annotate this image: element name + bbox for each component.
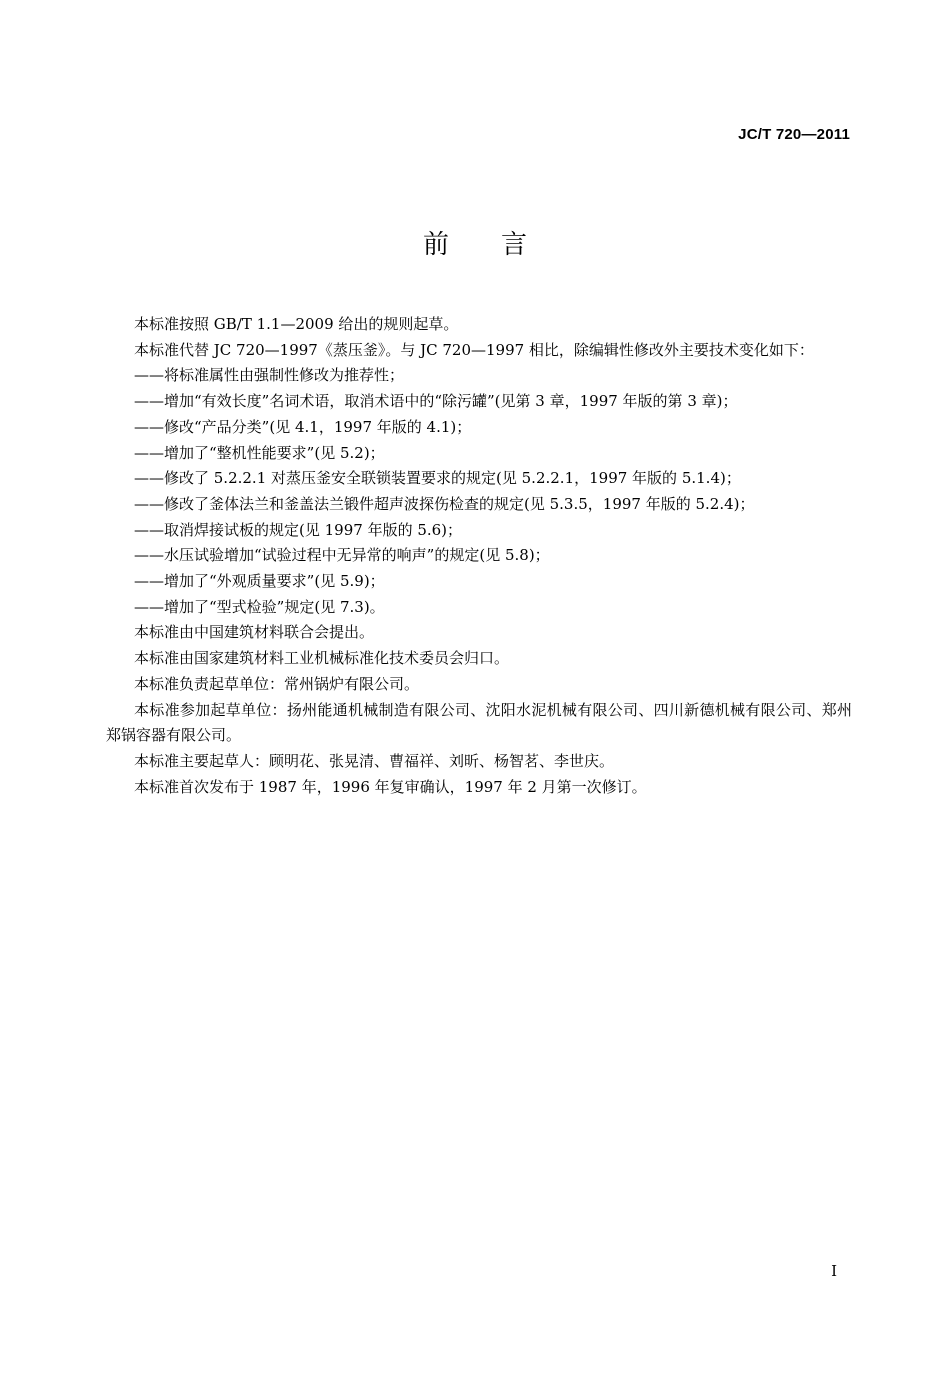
paragraph-participating-drafters: 本标准参加起草单位：扬州能通机械制造有限公司、沈阳水泥机械有限公司、四川新德机械有限公司、郑州郑锅容器有限公司。 (106, 700, 852, 745)
list-item-change: ——增加了“整机性能要求”(见 5.2)； (134, 443, 385, 462)
list-item-change: ——增加了“外观质量要求”(见 5.9)； (134, 572, 385, 591)
paragraph-proposer: 本标准由中国建筑材料联合会提出。 (134, 623, 375, 642)
page-number: I (831, 1262, 837, 1280)
list-item-change: ——取消焊接试板的规定(见 1997 年版的 5.6)； (134, 520, 463, 539)
list-item-change: ——水压试验增加“试验过程中无异常的响声”的规定(见 5.8)； (134, 546, 550, 565)
paragraph-committee: 本标准由国家建筑材料工业机械标准化技术委员会归口。 (134, 649, 510, 668)
standard-code: JC/T 720—2011 (738, 126, 850, 143)
list-item-change: ——将标准属性由强制性修改为推荐性； (134, 366, 405, 385)
list-item-change: ——修改“产品分类”(见 4.1，1997 年版的 4.1)； (134, 417, 472, 436)
list-item-change: ——修改了釜体法兰和釜盖法兰锻件超声波探伤检查的规定(见 5.3.5，1997 年版的 5.2.4)； (134, 494, 755, 513)
list-item-change: ——增加“有效长度”名词术语，取消术语中的“除污罐”(见第 3 章，1997 年版的第 3 章)； (134, 392, 738, 411)
paragraph-main-drafters: 本标准主要起草人：顾明花、张晃清、曹福祥、刘昕、杨智茗、李世庆。 (134, 751, 615, 770)
document-body (106, 312, 852, 800)
paragraph-drafting-rules: 本标准按照 GB/T 1.1—2009 给出的规则起草。 (134, 315, 459, 333)
paragraph-lead-drafter: 本标准负责起草单位：常州锅炉有限公司。 (134, 674, 420, 693)
page-title: 前言 (422, 230, 579, 260)
paragraph-replacement: 本标准代替 JC 720—1997《蒸压釜》。与 JC 720—1997 相比，除编辑性修改外主要技术变化如下： (134, 340, 814, 359)
list-item-change: ——修改了 5.2.2.1 对蒸压釜安全联锁装置要求的规定(见 5.2.2.1，1997 年版的 5.1.4)； (134, 469, 741, 488)
list-item-change: ——增加了“型式检验”规定(见 7.3)。 (134, 597, 385, 616)
paragraph-history: 本标准首次发布于 1987 年，1996 年复审确认，1997 年 2 月第一次修订。 (134, 777, 647, 796)
